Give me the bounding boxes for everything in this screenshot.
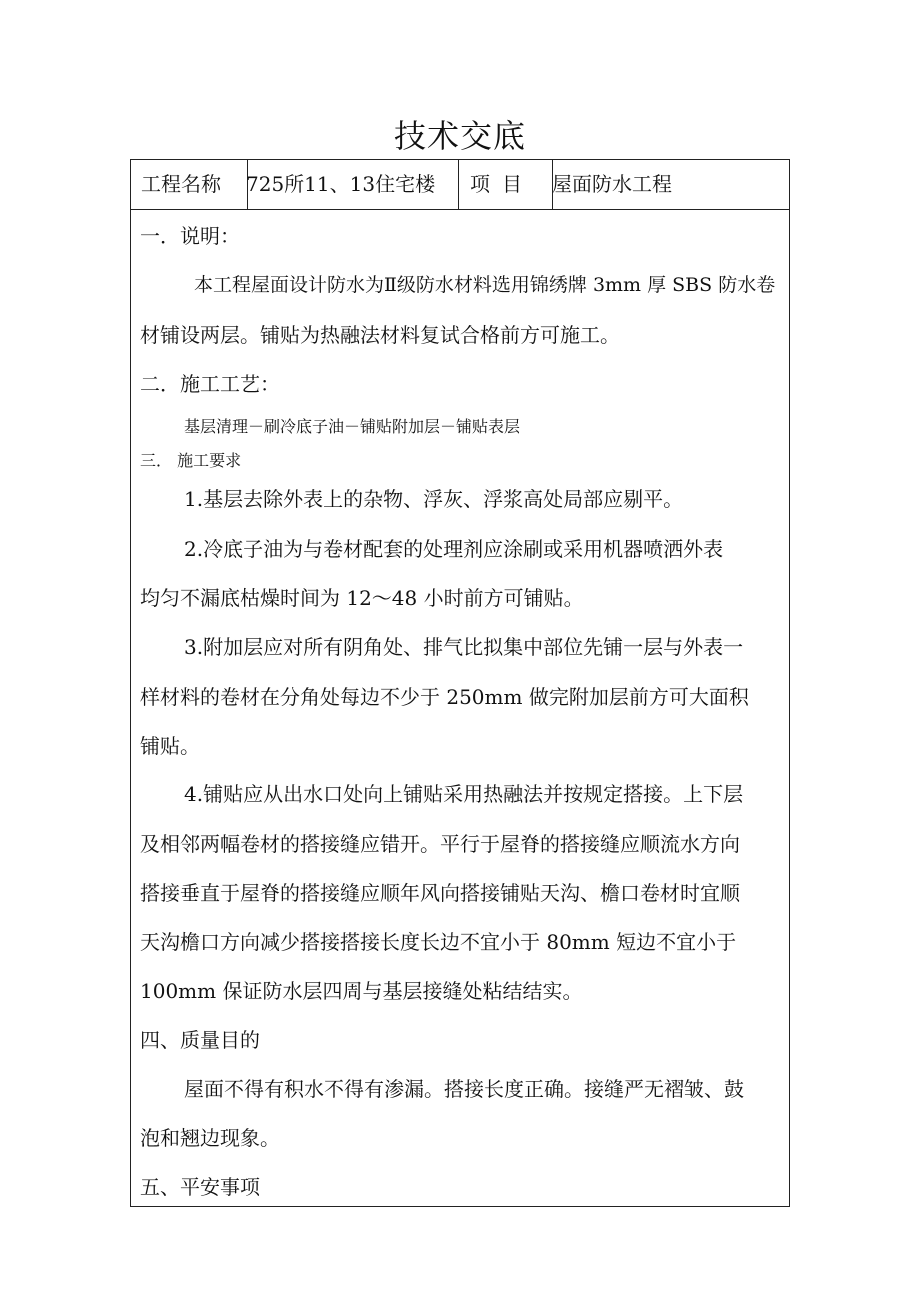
section-3-item-2-line: 均匀不漏底枯燥时间为 12～48 小时前方可铺贴。 xyxy=(140,586,584,610)
section-1-text-line: 本工程屋面设计防水为Ⅱ级防水材料选用锦绣牌 3mm 厚 SBS 防水卷 xyxy=(194,274,776,296)
item-value: 屋面防水工程 xyxy=(552,172,672,196)
section-3-heading: 三． 施工要求 xyxy=(140,451,242,470)
section-3-item-4-line: 及相邻两幅卷材的搭接缝应错开。平行于屋脊的搭接缝应顺流水方向 xyxy=(140,832,740,856)
section-3-item-2-line: 2.冷底子油为与卷材配套的处理剂应涂刷或采用机器喷洒外表 xyxy=(184,537,724,561)
table-header-row xyxy=(131,160,789,210)
section-3-item-3-line: 3.附加层应对所有阴角处、排气比拟集中部位先铺一层与外表一 xyxy=(184,635,744,659)
section-3-item-4-line: 4.铺贴应从出水口处向上铺贴采用热融法并按规定搭接。上下层 xyxy=(184,782,744,806)
project-name-label: 工程名称 xyxy=(131,160,248,209)
section-3-item-1: 1.基层去除外表上的杂物、浮灰、浮浆高处局部应剔平。 xyxy=(184,487,684,511)
section-3-item-4-line: 100mm 保证防水层四周与基层接缝处粘结结实。 xyxy=(140,979,583,1003)
section-3-item-3-line: 样材料的卷材在分角处每边不少于 250mm 做完附加层前方可大面积 xyxy=(140,685,749,709)
section-4-text-line: 泡和翘边现象。 xyxy=(140,1126,280,1150)
section-4-text-line: 屋面不得有积水不得有渗漏。搭接长度正确。接缝严无褶皱、鼓 xyxy=(184,1077,744,1101)
section-1-heading: 一．说明： xyxy=(140,224,240,248)
disclosure-table xyxy=(130,159,790,1207)
section-3-item-4-line: 搭接垂直于屋脊的搭接缝应顺年风向搭接铺贴天沟、檐口卷材时宜顺 xyxy=(140,881,740,905)
item-label: 项目 xyxy=(460,160,553,209)
section-3-item-3-line: 铺贴。 xyxy=(140,734,200,758)
section-2-heading: 二．施工工艺： xyxy=(140,372,280,396)
section-5-heading: 五、平安事项 xyxy=(140,1175,260,1199)
section-1-text-line: 材铺设两层。铺贴为热融法材料复试合格前方可施工。 xyxy=(140,323,620,347)
project-name-value: 725所11、13住宅楼 xyxy=(238,160,459,209)
section-3-item-4-line: 天沟檐口方向减少搭接搭接长度长边不宜小于 80mm 短边不宜小于 xyxy=(140,930,737,954)
section-4-heading: 四、质量目的 xyxy=(140,1028,260,1052)
section-2-process: 基层清理－刷冷底子油－铺贴附加层－铺贴表层 xyxy=(184,417,521,436)
page-title: 技术交底 xyxy=(393,117,526,155)
